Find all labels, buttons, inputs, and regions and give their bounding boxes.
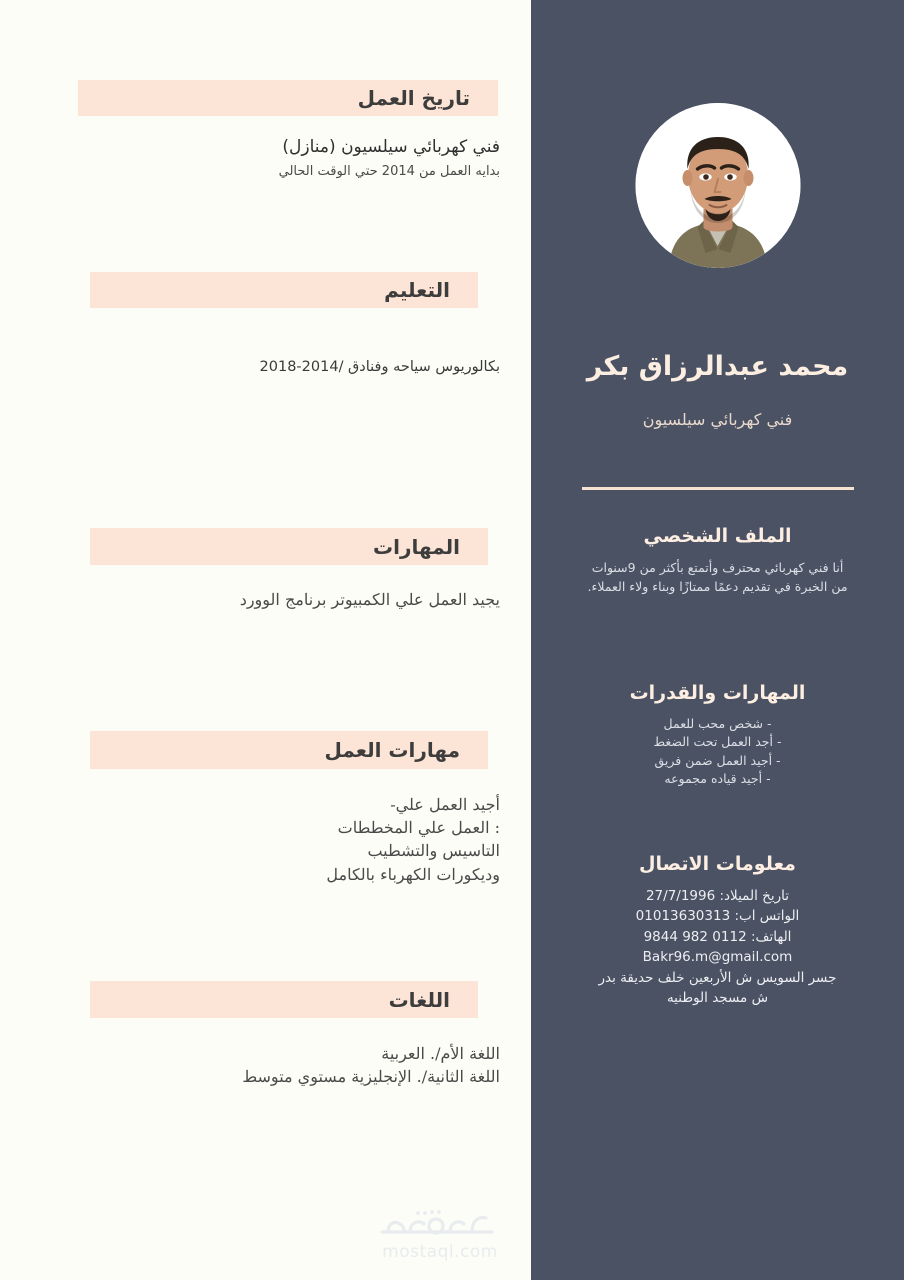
list-item: - أجيد العمل ضمن فريق [654, 752, 781, 768]
contact-phone[interactable]: الهاتف: 0112 982 9844 [643, 928, 792, 945]
section-header-work-history [78, 80, 498, 116]
list-item: - أجيد قياده مجموعه [664, 771, 771, 787]
contact-address-line-1: جسر السويس ش الأربعين خلف حديقة بدر [598, 969, 837, 986]
contact-whatsapp[interactable]: الواتس اب: 01013630313 [635, 908, 800, 925]
contact-section [558, 853, 877, 1009]
section-title-education: التعليم [384, 278, 450, 302]
contact-birthdate: تاريخ الميلاد: 27/7/1996 [645, 887, 790, 904]
sidebar-divider [582, 487, 854, 490]
candidate-name: محمد عبدالرزاق بكر [586, 351, 849, 382]
skills-content [80, 588, 500, 611]
candidate-job-title: فني كهربائي سيلسيون [642, 410, 793, 429]
work-history-period: بدايه العمل من 2014 حتي الوقت الحالي [278, 163, 500, 179]
work-skills-content [80, 793, 500, 886]
contact-email[interactable]: Bakr96.m@gmail.com [642, 949, 793, 966]
section-title-work-history: تاريخ العمل [357, 86, 470, 110]
work-history-role: فني كهربائي سيلسيون (منازل) [282, 137, 500, 157]
abilities-heading: المهارات والقدرات [629, 682, 806, 704]
education-degree: بكالوريوس سياحه وفنادق /2014-2018 [259, 359, 500, 375]
work-skills-line-2: : العمل علي المخططات [337, 818, 500, 838]
sidebar [531, 0, 904, 1280]
profile-section [558, 525, 877, 597]
avatar [635, 103, 800, 268]
section-title-languages: اللغات [388, 987, 450, 1012]
section-header-education [90, 272, 478, 308]
profile-text-line-1: أنا فني كهربائي محترف وأتمتع بأكثر من 9سنوات [591, 559, 844, 575]
languages-content [80, 1042, 500, 1088]
language-second: اللغة الثانية/. الإنجليزية مستوي متوسط [242, 1067, 500, 1087]
section-title-skills: المهارات [373, 534, 460, 559]
contact-address-line-2: ش مسجد الوطنيه [666, 990, 769, 1007]
skills-item: يجيد العمل علي الكمبيوتر برنامج الوورد [239, 590, 500, 609]
profile-text-line-2: من الخبرة في تقديم دعمًا ممتازًا وبناء ولاء العملاء. [587, 579, 848, 595]
list-item: - أجد العمل تحت الضغط [653, 734, 782, 750]
contact-heading: معلومات الاتصال [639, 853, 796, 875]
work-skills-line-4: وديكورات الكهرباء بالكامل [326, 864, 500, 884]
abilities-section [558, 682, 877, 789]
abilities-list [558, 715, 877, 789]
section-header-work-skills [90, 731, 488, 769]
watermark-domain: mostaql.com [382, 1242, 498, 1262]
profile-heading: الملف الشخصي [643, 525, 792, 547]
section-header-languages [90, 981, 478, 1018]
language-native: اللغة الأم/. العربية [381, 1044, 500, 1063]
section-title-work-skills: مهارات العمل [324, 738, 460, 762]
profile-photo-icon [635, 103, 800, 268]
work-skills-line-3: التاسيس والتشطيب [367, 841, 500, 861]
education-content [80, 357, 500, 377]
mostaql-logo-icon [374, 1206, 506, 1240]
work-skills-line-1: أجيد العمل علي- [390, 795, 500, 814]
section-header-skills [90, 528, 488, 565]
watermark [365, 1206, 515, 1262]
work-history-content [80, 136, 500, 181]
list-item: - شخص محب للعمل [663, 715, 772, 731]
